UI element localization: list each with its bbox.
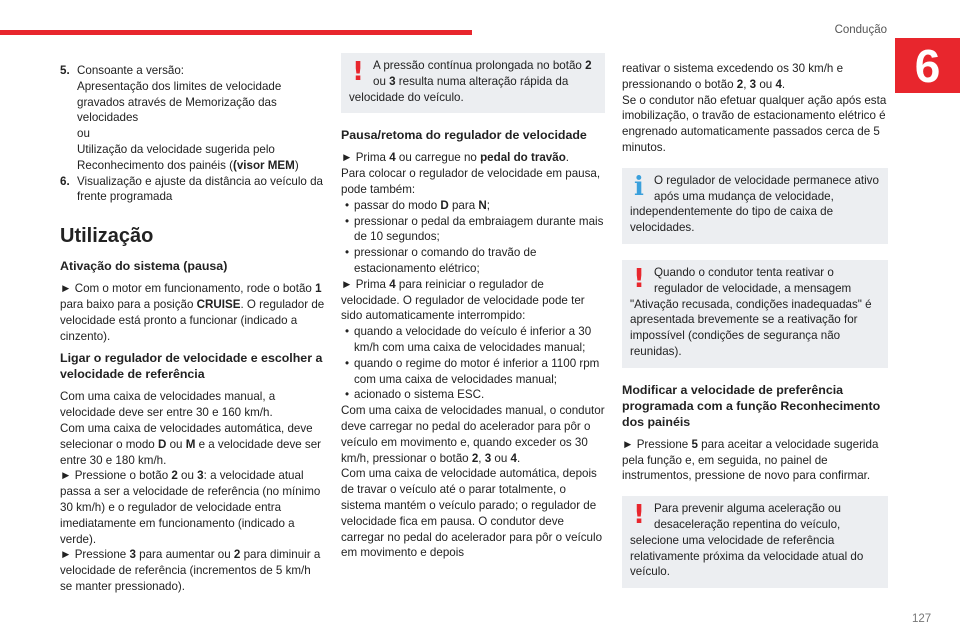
section-title: Condução [834,24,887,36]
warning-icon [628,263,650,294]
bullet-item: • acionado o sistema ESC. [345,388,485,402]
text-run: pressionar o pedal da embraiagem durante mais de 10 segundos; [354,214,604,244]
text-run: Com uma caixa de velocidades manual, o condutor deve carregar no pedal do acelerador para pôr o veículo em movimento e, quando exceder os 30 km/h, pressionar o botão [341,404,605,465]
text-run: ou [373,74,390,88]
paragraph-ativacao [60,281,326,344]
text-run: O regulador de velocidade permanece ativo após uma mudança de velocidade, independentemente do tipo de caixa de velocidades. [630,173,879,235]
paragraph-auto [60,421,326,468]
text-run: quando o regime do motor é inferior a 1100 rpm com uma caixa de velocidades manual; [354,356,600,386]
paragraph-auto: Com uma caixa de velocidade automática, depois de travar o veículo até o parar totalmente, o sistema mantém o veículo parado; o regulador de velocidade fica em pausa. O condutor deve carregar no pedal do acelerador para pôr o veículo em movimento e depois [341,467,603,560]
text-run-bold: 4 [389,277,396,291]
text-run: e a velocidade deve ser entre 30 e 180 km/h. [60,437,322,467]
text-run-bold: 4 [775,77,782,91]
text-run: Para prevenir alguma aceleração ou desaceleração repentina do veículo, selecione uma velocidade de referência relativamente próxima da velocidade atual do veículo. [630,502,864,579]
text-run: ou [177,469,198,483]
text-run-bold: 2 [585,59,592,72]
text-run: ) [294,158,299,172]
bullet-item: • passar do modo D para N; [345,198,490,212]
warning-glyph: ! [633,500,645,531]
text-run-bold: 2 [171,469,178,483]
text-run: para aceitar a velocidade sugerida pela função e, em seguida, no painel de instrumentos, pressione de novo para confirmar. [622,437,879,483]
heading-pausa: Pausa/retoma do regulador de velocidade [341,128,587,143]
text-run: para aumentar ou [135,548,234,562]
text-run: ► Com o motor em funcionamento, rode o botão [60,282,316,296]
bullet-item: • quando a velocidade do veículo é inferior a 30 km/h com uma caixa de velocidades manual; [345,325,592,354]
text-run-bold: 4 [389,151,396,165]
column-left [60,63,326,595]
text-run: ► Pressione o botão [60,469,172,483]
text-run: ou [491,451,511,465]
text-run-bold: 5 [691,437,698,451]
text-run: resulta numa alteração rápida da velocidade do veículo. [349,74,569,104]
paragraph-manual: Com uma caixa de velocidades manual, a velocidade deve ser entre 30 e 160 km/h. [60,390,276,420]
text-run-bold: 3 [389,74,396,88]
bullet-item: • pressionar o comando do travão de estacionamento elétrico; [345,246,537,275]
text-run: . [565,151,570,165]
text-run: ► Pressione [622,437,692,451]
item-text: Consoante a versão: [77,64,184,77]
text-run-bold: M [185,437,196,451]
text-run-bold: D [440,198,449,212]
list-item-5 [60,63,326,174]
text-run: ; [486,198,490,212]
text-run: . [781,77,786,91]
bullet-item: • pressionar o pedal da embraiagem durante mais de 10 segundos; [345,214,604,244]
text-run: passar do modo [354,198,441,212]
paragraph-manual [341,403,605,466]
chapter-badge: 6 [895,38,960,93]
column-middle [341,53,605,561]
text-run: para reiniciar o regulador de velocidade. O regulador de velocidade pode ter sido automaticamente interrompido: [341,277,585,323]
text-run-bold: 2 [233,548,241,562]
paragraph-press [60,468,326,547]
bullet-item: • quando o regime do motor é inferior a 1100 rpm com uma caixa de velocidades manual; [345,356,600,386]
text-run: ou [756,77,776,91]
info-glyph: i [634,171,644,202]
item-text: Apresentação dos limites de velocidade gravados através de Memorização das velocidades [77,79,282,125]
text-run: ou [166,437,186,451]
text-run: ou carregue no [395,151,481,165]
list-item-6 [60,174,326,206]
warning-glyph: ! [633,263,645,294]
item-text: ou [77,127,90,141]
item-number: 6. [60,174,70,188]
warning-note [622,260,888,368]
text-run: . O regulador de velocidade está pronto a funcionar (indicado a cinzento). [60,297,325,343]
paragraph-prima [341,150,605,166]
text-run: ► Prima [341,151,390,165]
text-run: A pressão contínua prolongada no botão [373,59,586,72]
paragraph-prima4 [341,277,605,324]
info-icon [628,171,650,202]
text-run: pressionar o comando do travão de estacionamento elétrico; [354,246,537,275]
heading-ligar: Ligar o regulador de velocidade e escolher a velocidade de referência [60,351,323,382]
text-run: quando a velocidade do veículo é inferior a 30 km/h com uma caixa de velocidades manual; [354,325,592,354]
text-run-bold: 2 [471,451,479,465]
text-run-bold: 3 [749,77,757,91]
text-run: para [448,198,479,212]
text-run: Com uma caixa de velocidades automática, deve selecionar o modo [60,421,313,451]
heading-utilizacao: Utilização [60,225,154,248]
text-run-bold: (visor MEM [232,158,295,172]
text-run-bold: 3 [129,548,136,562]
text-run: ► Prima [341,277,390,291]
warning-note [341,53,605,113]
item-text [77,142,326,174]
text-run-bold: CRUISE [196,297,241,311]
text-run: ► Pressione [60,548,130,562]
page-number: 127 [912,613,932,625]
text-run-bold: 4 [510,451,517,465]
item-text: Visualização e ajuste da distância ao veículo da frente programada [77,174,323,204]
text-run: . [516,451,521,465]
info-note [622,168,888,244]
text-run-bold: 1 [315,282,322,296]
warning-glyph: ! [352,57,364,87]
text-run: acionado o sistema ESC. [354,388,485,402]
warning-note [622,496,888,588]
paragraph-imobilizacao: Se o condutor não efetuar qualquer ação após esta imobilização, o travão de estacionamento elétrico é engrenado automaticamente passados cerca de 5 minutos. [622,93,887,154]
text-run: Quando o condutor tenta reativar o regulador de velocidade, a mensagem "Ativação recusada, condições inadequadas" é apresentada brevemente se a reativação for impossível (condições de segurança não reunidas). [630,265,872,358]
text-run: reativar o sistema excedendo os 30 km/h e pressionando o botão [622,62,844,91]
item-number: 5. [60,64,70,77]
text-run-bold: 3 [197,469,204,483]
warning-icon [628,502,650,530]
text-run-bold: pedal do travão [480,151,566,165]
text-run-bold: D [157,437,167,451]
text-run-bold: 3 [484,451,492,465]
text-run: , [743,77,750,91]
paragraph-pressione [622,437,888,484]
heading-modificar: Modificar a velocidade de preferência programada com a função Reconhecimento dos painéis [622,382,881,429]
heading-ativacao: Ativação do sistema (pausa) [60,259,228,274]
text-run-bold: 2 [736,77,744,91]
paragraph-colocar: Para colocar o regulador de velocidade em pausa, pode também: [341,167,601,196]
paragraph-press3 [60,547,326,594]
text-run-bold: N [478,198,487,212]
warning-icon [347,59,369,87]
text-run: para baixo para a posição [60,297,197,311]
text-run: , [478,451,485,465]
paragraph-continuation [622,61,888,93]
column-right [622,61,888,598]
text-run: Utilização da velocidade sugerida pelo Reconhecimento dos painéis ( [77,142,275,172]
text-run: : a velocidade atual passa a ser a velocidade de referência (no mínimo 30 km/h) e o regulador de velocidade entra imediatamente em funcionamento (indicado a verde). [60,469,321,546]
text-run: para diminuir a velocidade de referência (incrementos de 5 km/h se manter pressionado). [60,548,321,593]
header-accent-bar [0,30,472,35]
